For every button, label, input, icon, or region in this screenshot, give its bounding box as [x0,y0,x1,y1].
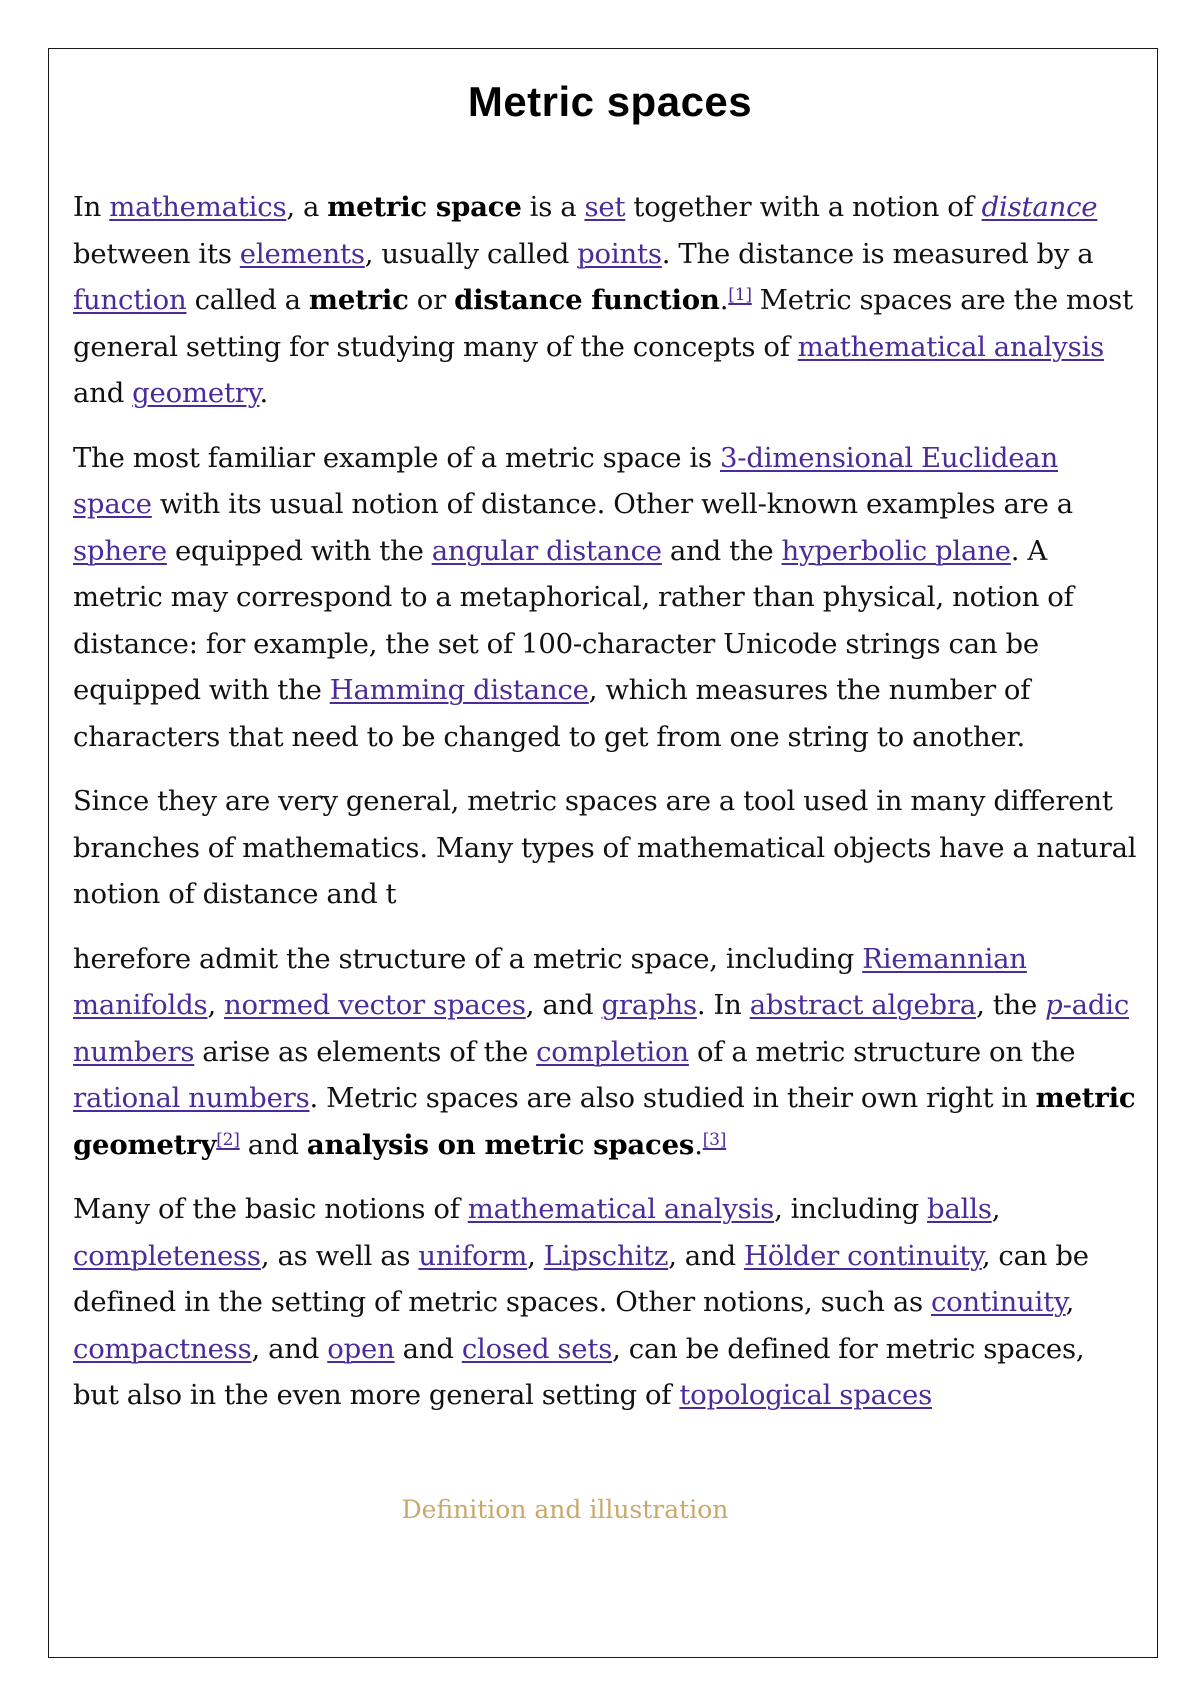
text: . [694,1128,703,1161]
link-hyperbolic-plane[interactable]: hyperbolic plane [781,534,1011,567]
link-p-adic-p[interactable]: p [1045,989,1063,1021]
link-holder-continuity[interactable]: Hölder continuity [743,1239,982,1272]
link-riemannian-manifolds[interactable]: Riemannian manifolds [73,942,1027,1021]
link-abstract-algebra[interactable]: abstract algebra [749,989,977,1021]
link-elements[interactable]: elements [239,237,365,270]
text: or [408,284,455,316]
link-lipschitz[interactable]: Lipschitz [543,1239,669,1272]
text: and the [661,534,782,567]
link-mathematics[interactable]: mathematics [109,191,287,223]
paragraph-structures [73,936,1138,1169]
link-euclidean-space[interactable]: 3-dimensional Euclidean space [73,441,1059,520]
text: together with a notion of [625,191,982,223]
term-metric: metric [308,284,409,316]
text: . [259,377,268,409]
text: herefore admit the structure of a metric space, including [73,942,863,975]
text: , can be defined in the setting of metric spaces. Other notions, such as [73,1239,1089,1318]
text: equipped with the [166,534,432,567]
link-mathematical-analysis-2[interactable]: mathematical analysis [467,1193,775,1225]
text: , [527,1239,544,1272]
text: . In [696,989,750,1021]
link-normed-vector-spaces[interactable]: normed vector spaces [224,989,526,1021]
text: Since they are very general, metric spaces are a tool used in many different branches of mathematics. Many types of mathematical objects have a natural notion of distance and t [73,785,1137,910]
text: , which measures the number of characters that need to be changed to get from one string to another. [73,674,1031,753]
link-set[interactable]: set [584,191,626,223]
text: In [73,191,110,223]
link-p-adic-numbers[interactable]: -adic numbers [73,989,1130,1068]
link-continuity[interactable]: continuity [930,1286,1066,1318]
text: and [394,1332,462,1365]
paragraph-examples [73,435,1138,761]
text: . Metric spaces are also studied in their own right in [309,1082,1036,1114]
term-metric-geometry: metric geometry [73,1082,1136,1161]
reference-link-3[interactable]: [3] [702,1129,727,1150]
text: and [239,1128,307,1161]
text: arise as elements of the [194,1035,537,1068]
text: The most familiar example of a metric space is [73,441,720,474]
link-geometry[interactable]: geometry [132,377,260,409]
text: Many of the basic notions of [73,1193,468,1225]
text: with its usual notion of distance. Other well-known examples are a [151,488,1073,520]
text: , [1065,1286,1075,1318]
reference-link-1[interactable]: [1] [728,285,752,305]
link-mathematical-analysis[interactable]: mathematical analysis [797,330,1105,363]
article-body [73,184,1138,1437]
link-points[interactable]: points [577,237,662,270]
term-metric-space: metric space [327,191,522,223]
text: . The distance is measured by a [661,237,1094,270]
term-analysis-on-metric-spaces: analysis on metric spaces [306,1128,695,1161]
link-closed-sets[interactable]: closed sets [461,1332,613,1365]
text: and [73,377,133,409]
link-rational-numbers[interactable]: rational numbers [73,1082,310,1114]
text: Metric spaces are the most general setting for studying many of the concepts of [73,284,1133,363]
paragraph-intro [73,184,1138,417]
text: . [719,284,729,316]
term-distance-function: distance function [454,284,720,316]
paragraph-notions [73,1186,1138,1419]
text: , and [668,1239,744,1272]
text: , can be defined for metric spaces, but also in the even more general setting of [73,1332,1085,1411]
reference-link-2[interactable]: [2] [216,1129,240,1150]
text: , [991,1193,1001,1225]
link-open[interactable]: open [327,1332,395,1365]
paragraph-general [73,778,1138,918]
link-function[interactable]: function [73,284,187,316]
link-completion[interactable]: completion [536,1035,689,1068]
link-sphere[interactable]: sphere [73,534,167,567]
section-heading-definition[interactable]: Definition and illustration [401,1495,729,1524]
text: , including [774,1193,928,1225]
page-title: Metric spaces [467,78,753,125]
link-compactness[interactable]: compactness [73,1332,252,1365]
text: , the [976,989,1046,1021]
link-completeness[interactable]: completeness [73,1239,261,1272]
link-topological-spaces[interactable]: topological spaces [679,1379,932,1411]
link-distance[interactable]: distance [981,191,1098,223]
link-balls[interactable]: balls [927,1193,992,1225]
text: , and [525,989,602,1021]
text: between its [73,237,240,270]
text: , [207,989,225,1021]
link-graphs[interactable]: graphs [601,989,697,1021]
link-uniform[interactable]: uniform [418,1239,528,1272]
text: . A metric may correspond to a metaphorical, rather than physical, notion of distance: for example, the set of 100-character Unicode strings can be equipped with the [73,534,1074,706]
text: is a [521,191,585,223]
text: , and [251,1332,328,1365]
link-hamming-distance[interactable]: Hamming distance [329,674,589,706]
text: , a [286,191,328,223]
link-angular-distance[interactable]: angular distance [431,534,662,567]
text: , usually called [364,237,578,270]
text: , as well as [260,1239,419,1272]
text: of a metric structure on the [688,1035,1076,1068]
text: called a [186,284,309,316]
